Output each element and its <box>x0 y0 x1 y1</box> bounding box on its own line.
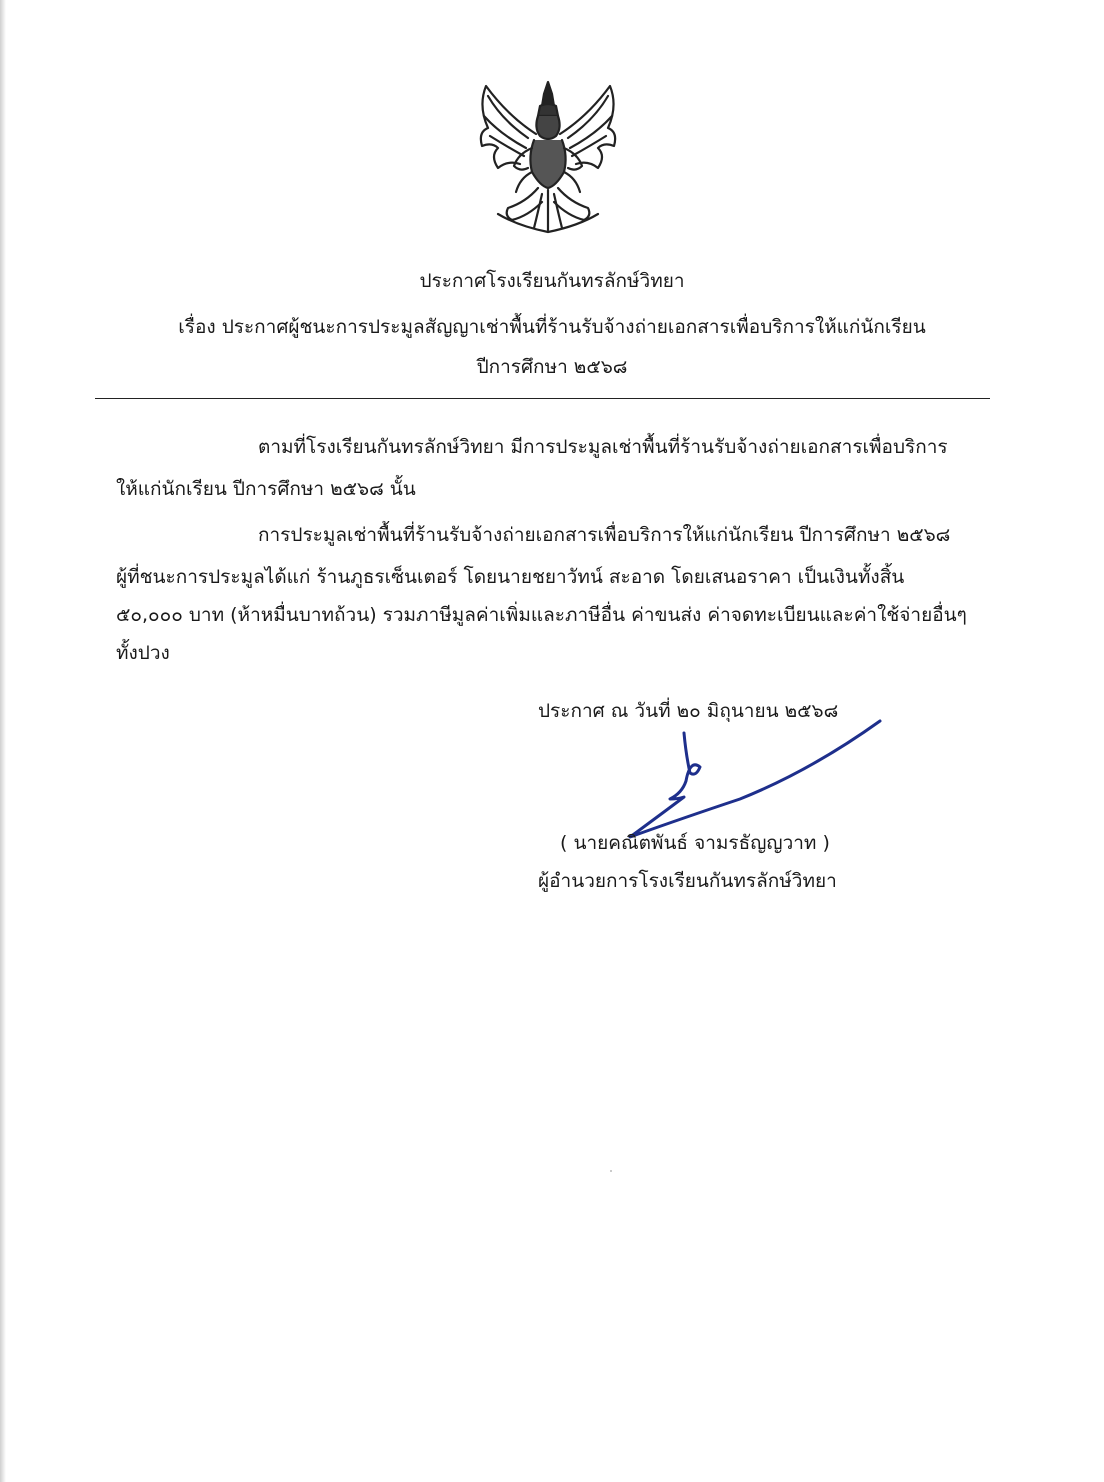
announcement-date: ประกาศ ณ วันที่ ๒๐ มิถุนายน ๒๕๖๘ <box>538 700 839 722</box>
para2-line-3: ๕๐,๐๐๐ บาท (ห้าหมื่นบาทถ้วน) รวมภาษีมูลค่าเพิ่มและภาษีอื่น ค่าขนส่ง ค่าจดทะเบียนและค่าใช้จ่ายอื่นๆ <box>116 604 967 626</box>
scan-speck <box>610 1170 612 1172</box>
signer-position: ผู้อำนวยการโรงเรียนกันทรลักษ์วิทยา <box>538 870 837 892</box>
header-divider <box>95 398 990 399</box>
para1-line-2: ให้แก่นักเรียน ปีการศึกษา ๒๕๖๘ นั้น <box>116 478 416 500</box>
signer-name: ( นายคณิตพันธ์ จามรธัญญวาท ) <box>560 832 830 854</box>
para2-line-1: การประมูลเช่าพื้นที่ร้านรับจ้างถ่ายเอกสารเพื่อบริการให้แก่นักเรียน ปีการศึกษา ๒๕๖๘ <box>258 524 951 546</box>
para1-line-1: ตามที่โรงเรียนกันทรลักษ์วิทยา มีการประมูลเช่าพื้นที่ร้านรับจ้างถ่ายเอกสารเพื่อบริการ <box>258 436 948 458</box>
announcement-title: ประกาศโรงเรียนกันทรลักษ์วิทยา <box>419 270 685 292</box>
para2-line-2: ผู้ที่ชนะการประมูลได้แก่ ร้านภูธรเซ็นเตอร์ โดยนายชยาวัทน์ สะอาด โดยเสนอราคา เป็นเงินทั้งสิ้น <box>116 566 905 588</box>
announcement-subject: เรื่อง ประกาศผู้ชนะการประมูลสัญญาเช่าพื้นที่ร้านรับจ้างถ่ายเอกสารเพื่อบริการให้แก่นักเรียน <box>178 316 926 338</box>
para2-line-4: ทั้งปวง <box>116 642 170 664</box>
handwritten-signature <box>600 715 890 845</box>
page-edge <box>0 0 6 1482</box>
announcement-year: ปีการศึกษา ๒๕๖๘ <box>476 356 628 378</box>
garuda-emblem <box>468 76 628 236</box>
